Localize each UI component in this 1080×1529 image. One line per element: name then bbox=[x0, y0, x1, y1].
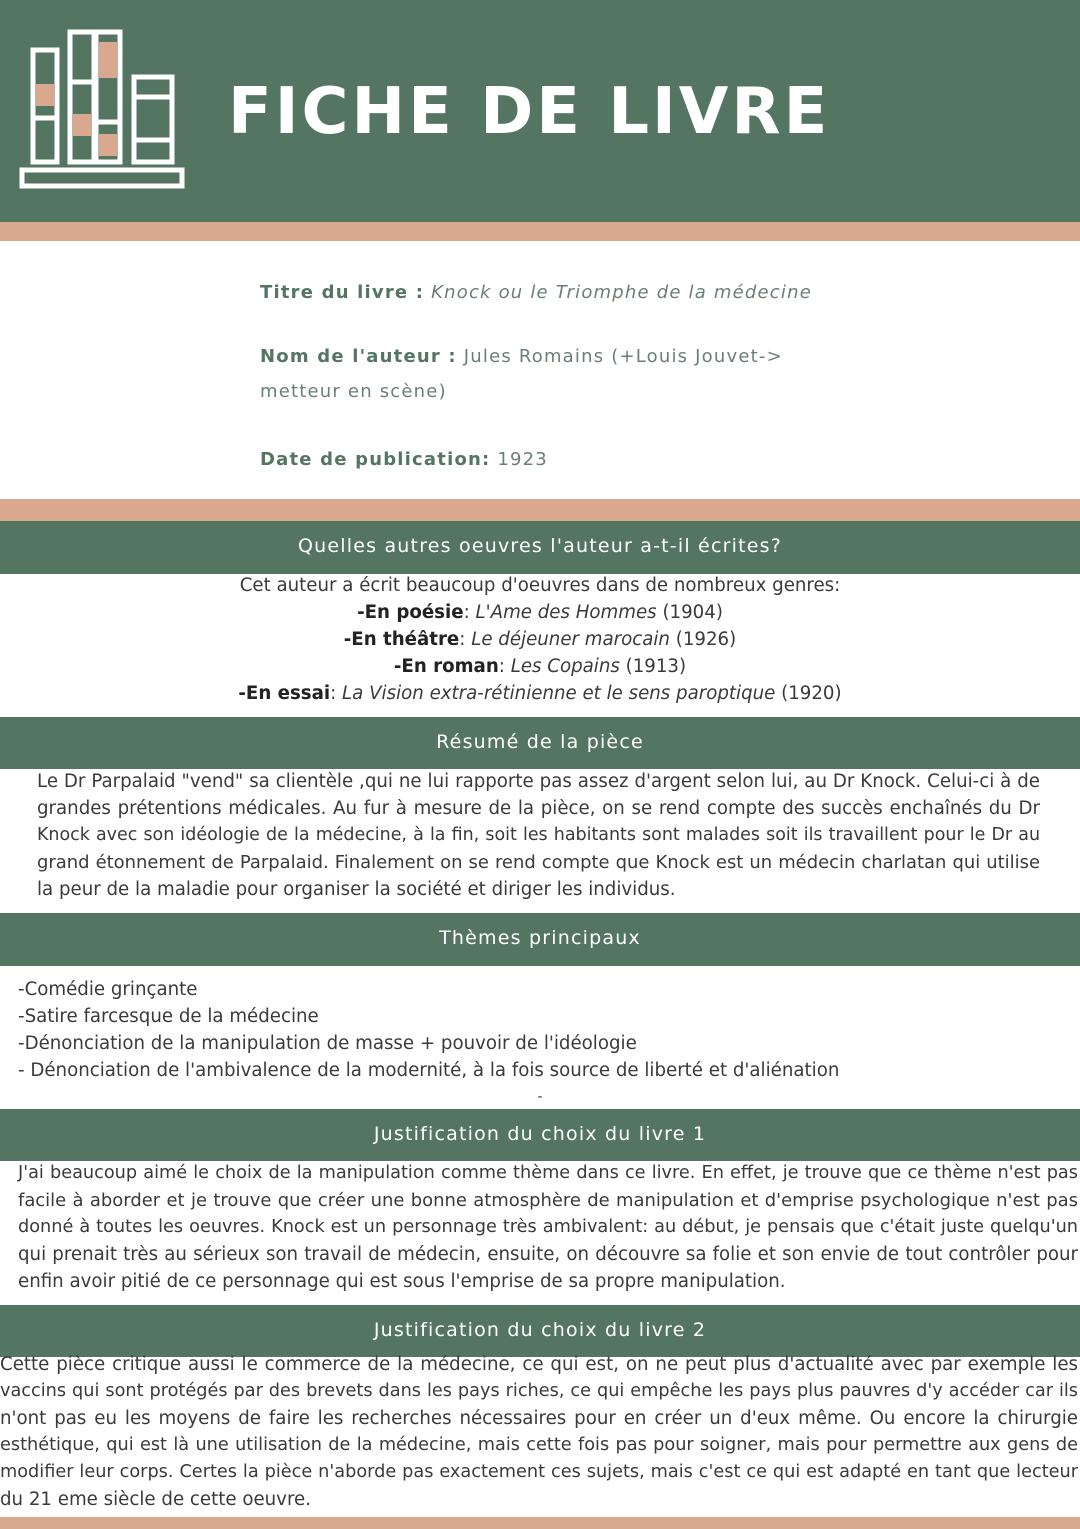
bookshelf-icon bbox=[18, 22, 188, 192]
author-label: Nom de l'auteur : bbox=[260, 346, 457, 367]
oeuvre-item: -En théâtre: Le déjeuner marocain (1926) bbox=[343, 629, 737, 650]
author-value-cont: metteur en scène) bbox=[260, 381, 447, 402]
oeuvre-item: -En roman: Les Copains (1913) bbox=[393, 656, 687, 677]
oeuvres-intro: Cet auteur a écrit beaucoup d'oeuvres dans de nombreux genres: bbox=[239, 575, 841, 596]
header-banner bbox=[0, 0, 1080, 222]
section-heading-justification-2: Justification du choix du livre 2 bbox=[0, 1305, 1080, 1357]
date-label: Date de publication: bbox=[260, 449, 491, 470]
divider-stripe bbox=[0, 222, 1080, 241]
section-heading-oeuvres: Quelles autres oeuvres l'auteur a-t-il écrites? bbox=[0, 521, 1080, 574]
page-title: FICHE DE LIVRE bbox=[228, 75, 831, 149]
resume-text: Le Dr Parpalaid "vend" sa clientèle ,qui ne lui rapporte pas assez d'argent selon lui, au Dr Knock. Celui-ci à de grandes prétentions médicales. Au fur à mesure de la pièce, on se rend compte des succès enchaînés du Dr Knock avec son idéologie de la médecine, à la fin, soit les habitants sont malades soit ils travaillent pour le Dr au grand étonnement de Parpalaid. Finalement on se rend compte que Knock est un médecin charlatan qui utilise la peur de la maladie pour organiser la société et diriger les individus. bbox=[37, 771, 1040, 900]
oeuvres-content bbox=[0, 572, 1080, 707]
section-heading-justification-1: Justification du choix du livre 1 bbox=[0, 1109, 1080, 1161]
theme-item: - Dénonciation de l'ambivalence de la modernité, à la fois source de liberté et d'aliénation bbox=[18, 1060, 840, 1081]
themes-list bbox=[18, 976, 1058, 1084]
date-row bbox=[260, 449, 548, 470]
theme-item: -Comédie grinçante bbox=[18, 979, 198, 1000]
justification-1-text: J'ai beaucoup aimé le choix de la manipulation comme thème dans ce livre. En effet, je trouve que ce thème n'est pas facile à aborder et je trouve que créer une bonne atmosphère de manipulation et d'emprise psychologique n'est pas donné à toutes les oeuvres. Knock est un personnage très ambivalent: au début, je pensais que c'était juste quelqu'un qui prenait très au sérieux son travail de médecin, ensuite, on découvre sa folie et son envie de tout contrôler pour enfin avoir pitié de ce personnage qui est sous l'emprise de sa propre manipulation. bbox=[18, 1163, 1078, 1292]
themes-trailing-dash: - bbox=[537, 1089, 543, 1105]
oeuvre-item: -En essai: La Vision extra-rétinienne et le sens paroptique (1920) bbox=[238, 683, 842, 704]
oeuvre-item: -En poésie: L'Ame des Hommes (1904) bbox=[357, 602, 723, 623]
section-heading-themes: Thèmes principaux bbox=[0, 913, 1080, 966]
theme-item: -Dénonciation de la manipulation de masse + pouvoir de l'idéologie bbox=[18, 1033, 637, 1054]
divider-stripe bbox=[0, 499, 1080, 521]
footer-stripe bbox=[0, 1517, 1080, 1529]
book-title-value: Knock ou le Triomphe de la médecine bbox=[431, 282, 812, 303]
date-value: 1923 bbox=[497, 449, 548, 470]
author-value: Jules Romains (+Louis Jouvet-> bbox=[463, 346, 783, 367]
justification-2-text: Cette pièce critique aussi le commerce de la médecine, ce qui est, on ne peut plus d'actualité avec par exemple les vaccins qui sont protégés par des brevets dans les pays riches, ce qui empêche les pays plus pauvres d'y accéder car ils n'ont pas eu les moyens de faire les recherches nécessaires pour en créer un d'eux même. Ou encore la chirurgie esthétique, qui est là une utilisation de la médecine, mais cette fois pas pour soigner, mais pour permettre aux gens de modifier leur corps. Certes la pièce n'aborde pas exactement ces sujets, mais c'est ce qui est adapté en tant que lecteur du 21 eme siècle de cette oeuvre. bbox=[0, 1354, 1078, 1510]
book-title-label: Titre du livre : bbox=[260, 282, 425, 303]
theme-item: -Satire farcesque de la médecine bbox=[18, 1006, 319, 1027]
book-title-row bbox=[260, 282, 812, 303]
author-row-cont bbox=[260, 381, 447, 402]
section-heading-resume: Résumé de la pièce bbox=[0, 717, 1080, 769]
author-row bbox=[260, 346, 783, 367]
